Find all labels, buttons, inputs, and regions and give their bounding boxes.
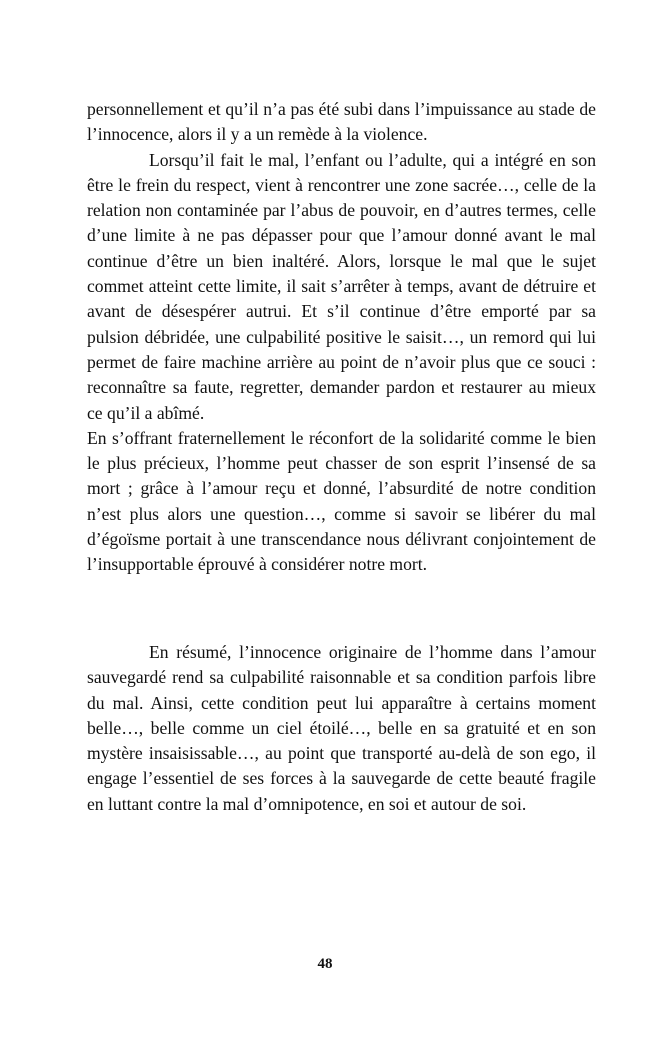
text-section-2 [87, 640, 596, 817]
paragraph-solidarity: En s’offrant fraternellement le réconfort de la solidarité comme le bien le plus précieux, l’homme peut chasser de son esprit l’insensé de sa mort ; grâce à l’amour reçu et donné, l’absurdité de notre condition n’est plus alors une question…, comme si savoir se libérer du mal d’égoïsme portait à une transcendance nous délivrant conjointement de l’insupportable éprouvé à considérer notre mort. [87, 427, 596, 575]
page-number: 48 [317, 956, 333, 972]
paragraph-summary: En résumé, l’innocence originaire de l’homme dans l’amour sauvegardé rend sa culpabilité raisonnable et sa condition parfois libre du mal. Ainsi, cette condition peut lui apparaître à certains moment belle…, belle comme un ciel étoilé…, belle en sa gratuité et en son mystère insaisissable…, au point que transporté au-delà de son ego, il engage l’essentiel de ses forces à la sauvegarde de cette beauté fragile en luttant contre la mal d’omnipotence, en soi et autour de soi. [87, 642, 596, 814]
paragraph-remorse: Lorsqu’il fait le mal, l’enfant ou l’adulte, qui a intégré en son être le frein du respect, vient à rencontrer une zone sacrée…, celle de la relation non contaminée par l’abus de pouvoir, en d’autres termes, celle d’une limite à ne pas dépasser pour que l’amour donné avant le mal continue d’être un bien inaltéré. Alors, lorsque le mal que le sujet commet atteint cette limite, il sait s’arrêter à temps, avant de détruire et avant de désespérer autrui. Et s’il continue d’être emporté par sa pulsion débridée, une culpabilité positive le saisit…, un remord qui lui permet de faire machine arrière au point de n’avoir plus que ce souci : reconnaître sa faute, regretter, demander pardon et restaurer au mieux ce qu’il a abîmé. [87, 149, 596, 423]
paragraph-continuation: personnellement et qu’il n’a pas été subi dans l’impuissance au stade de l’innocence, alors il y a un remède à la violence. [87, 99, 596, 145]
text-section-1 [87, 97, 596, 578]
